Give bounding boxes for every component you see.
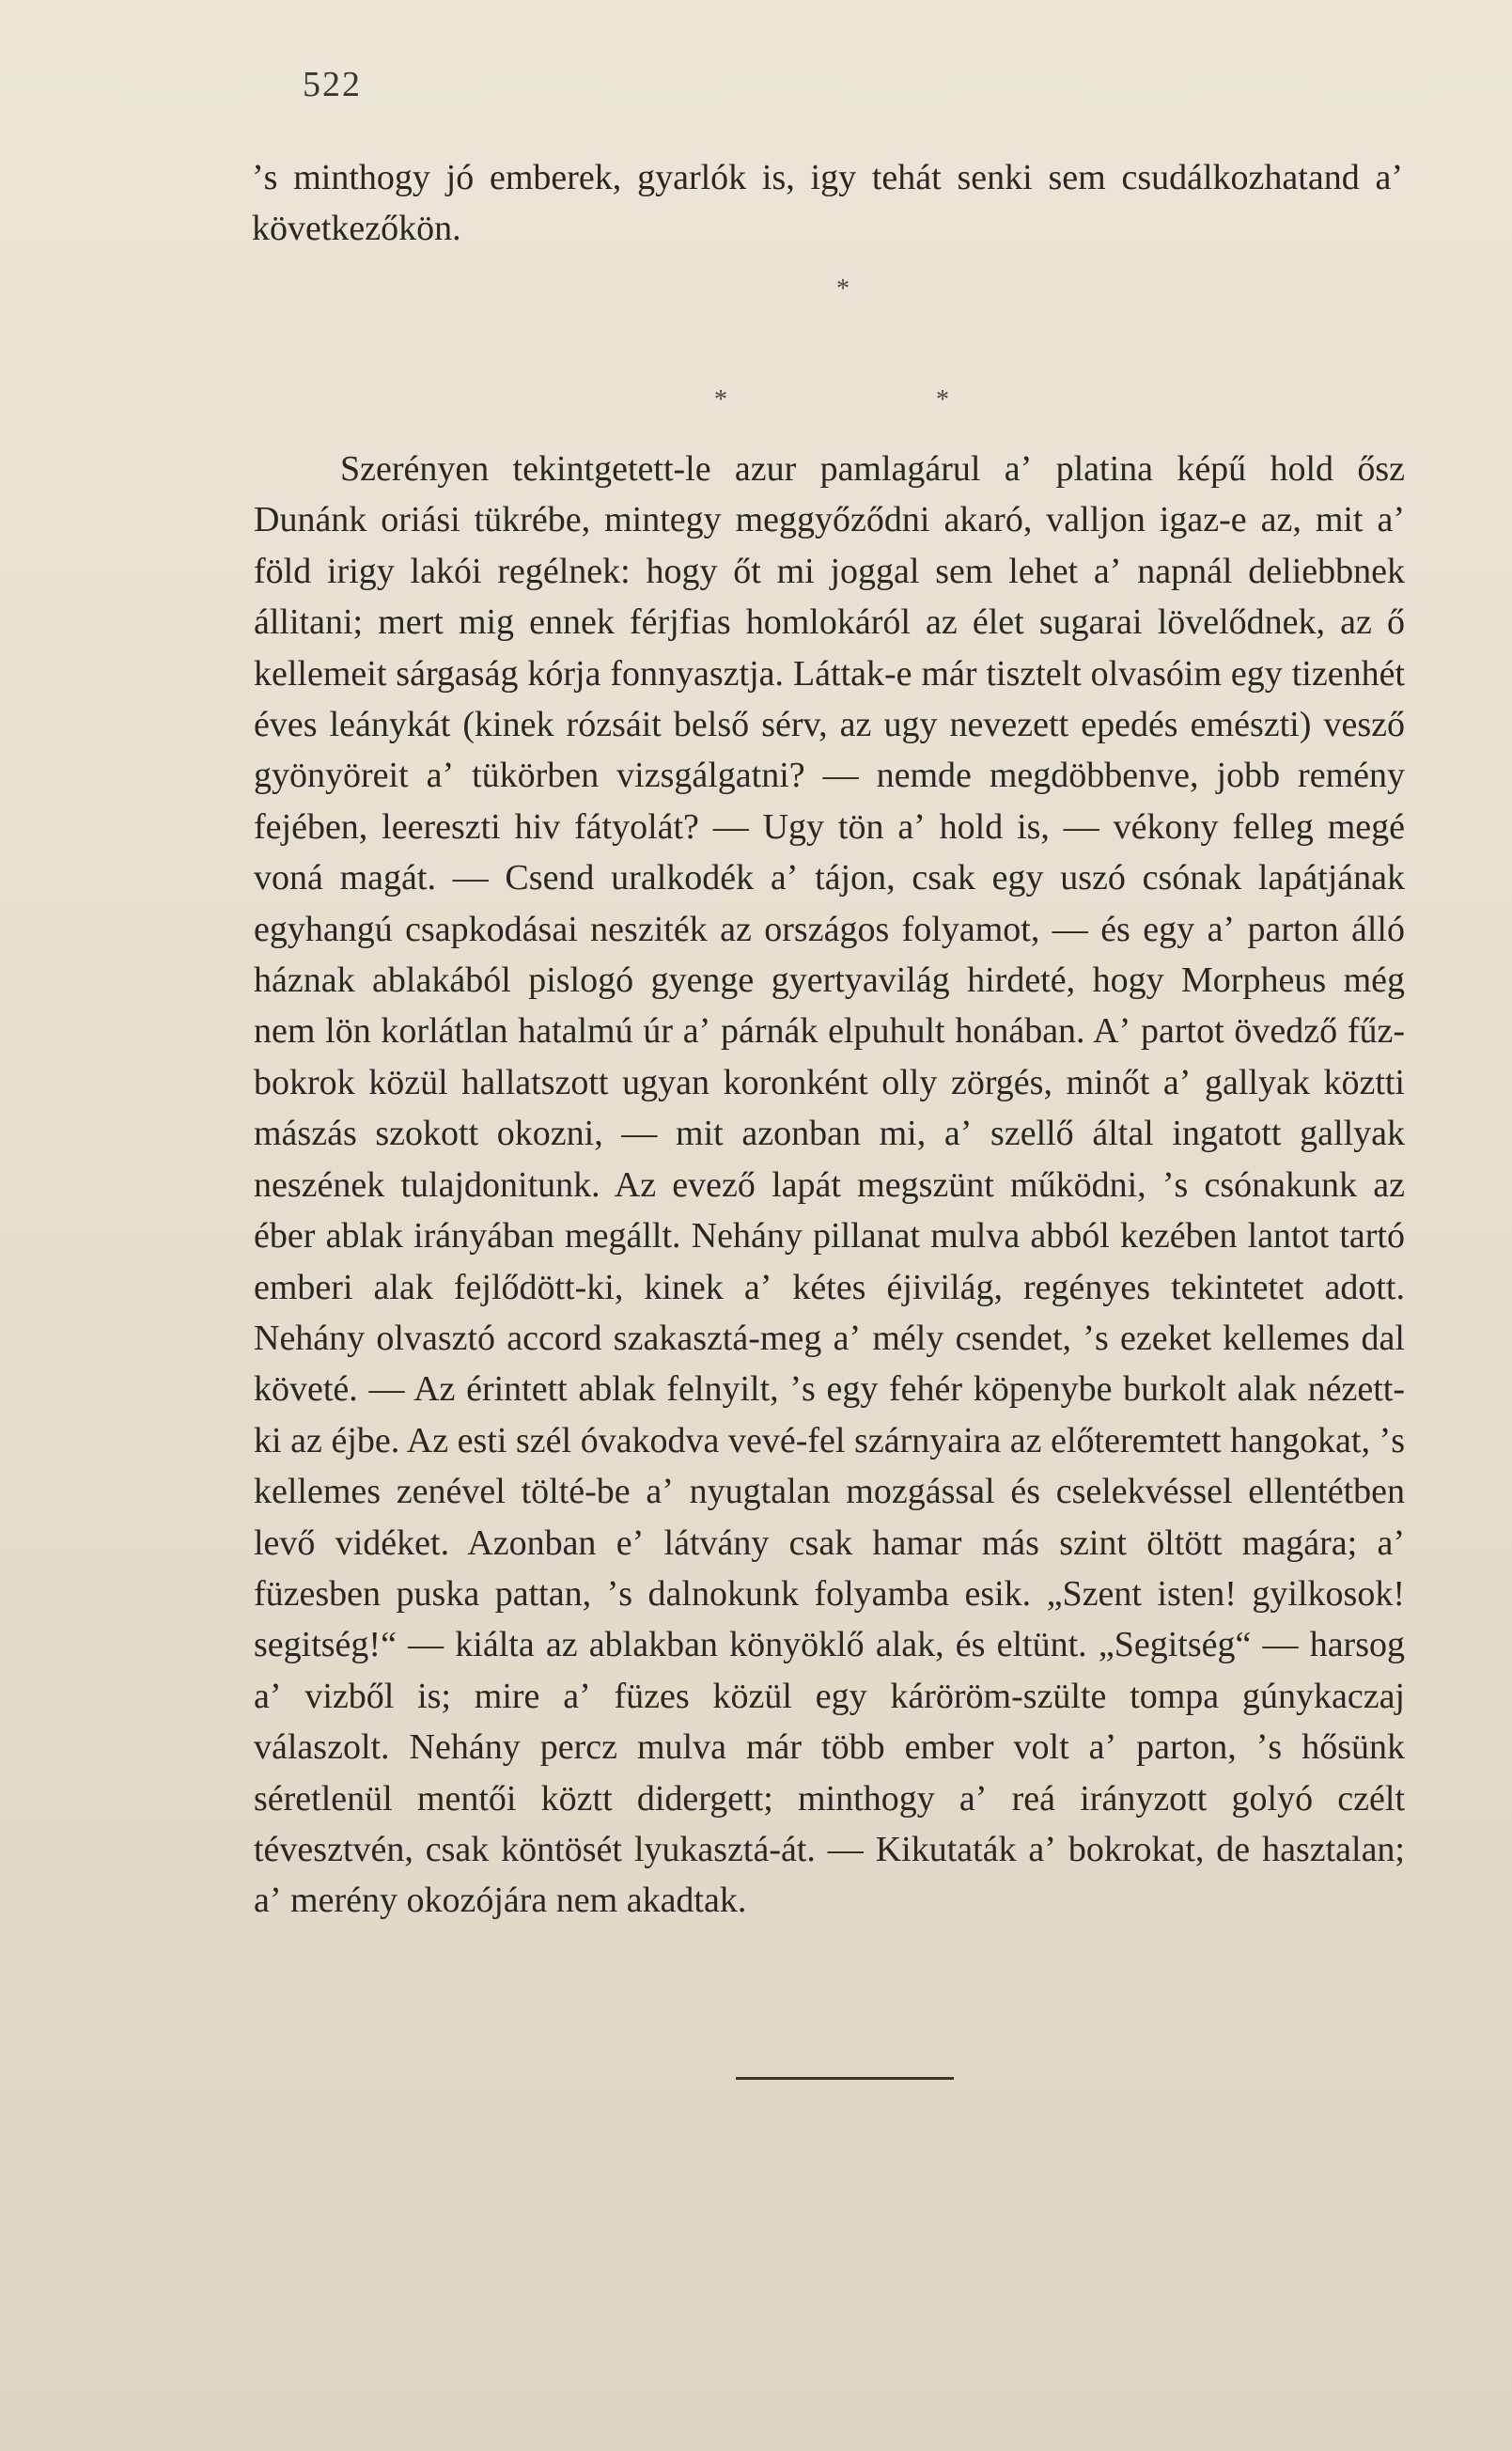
section-end-rule [736,2077,954,2080]
asterisk-right: * [936,385,949,414]
section-asterism [714,274,959,415]
story-paragraph: Szerényen tekintgetett-le azur pamlagárul aʼ platina képű hold ősz Dunánk oriási tükrébe, mintegy meggyőződni akaró, valljon igaz-e az, mit aʼ föld irigy lakói regélnek: hogy őt mi joggal sem lehet aʼ napnál deliebbnek állitani; mert mig ennek férjfias homlokáról az élet sugarai lövelődnek, az ő kellemeit sárgaság kórja fonnyasztja. Láttak-e már tisztelt olvasóim egy tizenhét éves leánykát (kinek rózsáit belső sérv, az ugy nevezett epedés emészti) vesző gyönyöreit aʼ tükörben vizsgálgatni? — nemde megdöbbenve, jobb remény fejében, leereszti hiv fátyolát? — Ugy tön aʼ hold is, — vékony felleg megé voná magát. — Csend uralkodék aʼ tájon, csak egy uszó csónak lapátjának egyhangú csapkodásai nesziték az országos folyamot, — és egy aʼ parton álló háznak ablakából pislogó gyenge gyertyavilág hirdeté, hogy Morpheus még nem lön korlátlan hatalmú úr aʼ párnák elpuhult honában. Aʼ partot övedző fűz-bokrok közül hallatszott ugyan koronként olly zörgés, minőt aʼ gallyak köztti mászás szokott okozni, — mit azonban mi, aʼ szellő által ingatott gallyak neszének tulajdonitunk. Az evező lapát megszünt működni, ʼs csónakunk az éber ablak irányában megállt. Nehány pillanat mulva abból kezében lantot tartó emberi alak fejlődött-ki, kinek aʼ kétes éjivilág, regényes tekintetet adott. Nehány olvasztó accord szakasztá-meg aʼ mély csendet, ʼs ezeket kellemes dal követé. — Az érintett ablak felnyilt, ʼs egy fehér köpenybe burkolt alak nézett-ki az éjbe. Az esti szél óvakodva vevé-fel szárnyaira az előteremtett hangokat, ʼs kellemes zenével tölté-be aʼ nyugtalan mozgással és cselekvéssel ellentétben levő vidéket. Azonban eʼ látvány csak hamar más szint öltött magára; aʼ füzesben puska pattan, ʼs dalnokunk folyamba esik. „Szent isten! gyilkosok! segitség!“ — kiálta az ablakban könyöklő alak, és eltünt. „Segitség“ — harsog aʼ vizből is; mire aʼ füzes közül egy káröröm-szülte tompa gúnykaczaj válaszolt. Nehány percz mulva már több ember volt aʼ parton, ʼs hősünk séretlenül mentői köztt didergett; minthogy aʼ reá irányzott golyó czélt tévesztvén, csak köntösét lyukasztá-át. — Kikutaták aʼ bokrokat, de hasztalan; aʼ merény okozójára nem akadtak. [254,449,1405,1921]
asterisk-top: * [836,274,850,304]
asterisk-left: * [714,385,727,414]
opening-sentence: ʼs minthogy jó emberek, gyarlók is, igy tehát senki sem csudálkozhatand aʼ következőkön. [252,158,1403,248]
page-number: 522 [303,65,362,104]
